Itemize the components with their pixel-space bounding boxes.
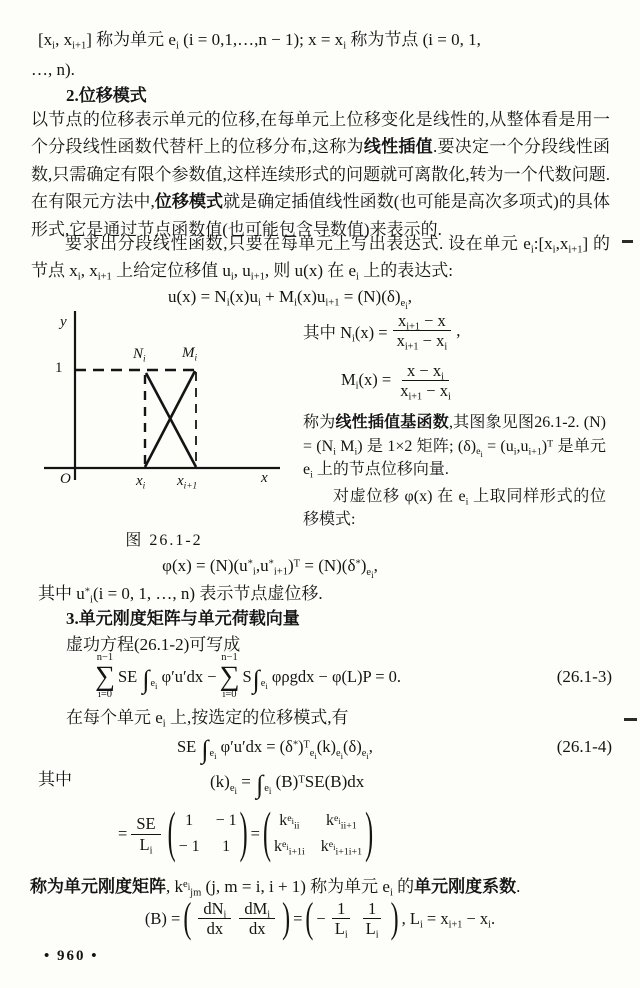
intro-line-2: …, n). xyxy=(31,60,75,79)
formula-u: $u(x) = N_i(x)u_i + M_i(x)u_{i+1} = (N)(\delta)_{e_i}$, xyxy=(168,287,412,311)
expression-paragraph: 要求出分段线性函数,只要在每单元上写出表达式. 设在单元 $e_i:[x_i,x_{i+1}]$ 的节点 $x_i$, $x_{i+1}$ 上给定位移值 $u_i$, $u_{i+1}$, 则 u(x) 在 $e_i$ 上的表达式: xyxy=(31,234,610,283)
matrix-entry: $k^{e_i}_{i+1i+1}$ xyxy=(320,838,363,858)
sum-lower-limit: i=0 xyxy=(222,689,237,701)
matrix-entry: 1 xyxy=(222,838,231,855)
summation-symbol xyxy=(95,653,115,701)
each-element-line: 在每个单元 $e_i$ 上,按选定的位移模式,有 xyxy=(66,708,349,730)
numeric-matrix xyxy=(179,812,237,856)
matrix-entry: 1 xyxy=(185,812,194,829)
bold-term-basis-function: 线性插值基函数 xyxy=(335,414,449,432)
section-2-heading: 2.位移模式 xyxy=(66,86,147,105)
stiffness-coefficient-line xyxy=(30,873,610,900)
numerator: $x_{i+1} - x$ xyxy=(393,312,451,331)
equation-number: (26.1-4) xyxy=(556,737,612,756)
formula-text: , xyxy=(456,320,461,340)
equation-number: (26.1-3) xyxy=(556,667,612,686)
formula-text: SE $\int_{e_i}$ $\varphi'u'dx = (\delta^*)^T_{e_i}(k)_{e_i}(\delta)_{e_i}$, xyxy=(177,734,373,764)
margin-mark xyxy=(622,240,633,243)
numerator: $x - x_i$ xyxy=(402,362,449,381)
numerator: 1 xyxy=(332,900,350,919)
matrix-entry: $k^{e_i}_{i+1i}$ xyxy=(273,838,305,858)
sigma-icon: ∑ xyxy=(95,660,115,692)
paragraph-text: .要决定一个分段线性函数,只需确定有限个参数值,这样连续形式的问题就可离散化,转为一个代数问题. 在有限元方法中, xyxy=(31,137,611,212)
denominator: dx xyxy=(206,919,224,939)
origin-label: O xyxy=(60,471,71,487)
basis-function-figure xyxy=(28,308,300,523)
right-column xyxy=(303,312,606,532)
matrix-entry: − 1 xyxy=(215,812,237,829)
denominator: $x_{i+1} - x_i$ xyxy=(396,331,448,353)
denominator: $x_{i+1} - x_i$ xyxy=(400,380,451,403)
fraction xyxy=(239,900,275,938)
stiffness-matrix-formula xyxy=(118,803,376,865)
bold-term-stiffness-matrix: 称为单元刚度矩阵 xyxy=(30,877,166,896)
formula-B xyxy=(60,896,580,942)
fraction xyxy=(198,900,231,938)
minus-sign: − xyxy=(316,908,326,928)
ni-curve-label: $N_i$ xyxy=(133,346,146,365)
formula-26-1-3 xyxy=(92,652,612,702)
sum-upper-limit: n−1 xyxy=(221,652,238,664)
numerator: 1 xyxy=(363,900,381,919)
section-3-heading: 3.单元刚度矩阵与单元荷载向量 xyxy=(66,609,300,628)
virtual-displacement-text: 对虚位移 φ(x) 在 $e_i$ 上取同样形式的位移模式: xyxy=(303,488,606,529)
wherein-label: 其中 xyxy=(38,770,72,789)
text-run: , $k^{e_i}_{jm}$ (j, m = i, i + 1) 称为单元 $e_i$ 的 xyxy=(166,877,415,899)
margin-mark xyxy=(624,718,637,721)
page-number: • 960 • xyxy=(44,948,99,964)
matrix-entry: $k^{e_i}_{ii}$ xyxy=(279,812,300,832)
bold-term-stiffness-coefficient: 单元刚度系数 xyxy=(414,877,517,896)
sum-lower-limit: i=0 xyxy=(97,689,113,701)
virtual-work-line: 虚功方程(26.1-2)可写成 xyxy=(66,635,241,654)
formula-26-1-4 xyxy=(92,734,612,764)
denominator: $L_i$ xyxy=(139,834,153,857)
xi-tick-label: $x_i$ xyxy=(136,473,146,492)
figure-axes-svg xyxy=(28,308,300,523)
numerator: $dM_i$ xyxy=(239,900,275,919)
formula-text: SE $\int_{e_i}$ φ′u′dx − xyxy=(117,664,217,694)
denominator: $L_i$ xyxy=(365,919,379,941)
unit-tick-label: 1 xyxy=(55,360,63,376)
text-run: . xyxy=(516,877,521,896)
text-run: ,其图象见图26.1-2. $(N) = (N_i$ $M_i$) 是 1×2 矩阵; $(\delta)_{e_i} = (u_i,u_{i+1})^T$ 是单元 $e_i$ 上的节点位移向量. xyxy=(303,414,606,481)
open-paren: ( xyxy=(262,803,271,865)
open-paren: ( xyxy=(167,803,176,865)
bold-term-displacement-mode: 位移模式 xyxy=(154,192,224,212)
sum-upper-limit: n−1 xyxy=(96,652,114,664)
formula-text: $S\int_{e_i}$ φρgdx − φ(L)P = 0. xyxy=(242,664,402,694)
mi-curve-label: $M_i$ xyxy=(182,345,198,364)
formula-text: $M_i(x)$ = xyxy=(341,370,392,393)
stiffness-integral-formula: $(k)_{e_i} = \int_{e_i}$ $(B)^TSE(B)dx$ xyxy=(210,769,365,799)
close-paren: ) xyxy=(239,803,248,865)
formula-phi: $\varphi(x) = (N)(u^*_i,u^*_{i+1})^T = (N)(\delta^*)_{e_i}$, xyxy=(162,556,378,580)
bold-term-linear-interpolation: 线性插值 xyxy=(363,137,433,157)
sigma-icon: ∑ xyxy=(219,660,240,692)
ni-definition-formula xyxy=(303,311,606,353)
mi-definition-formula xyxy=(341,360,606,403)
summation-symbol xyxy=(220,653,240,701)
matrix-entry: $k^{e_i}_{ii+1}$ xyxy=(326,812,357,832)
y-axis-label: y xyxy=(60,314,67,330)
formula-text: (B) = xyxy=(144,908,181,928)
close-paren: ) xyxy=(365,803,374,865)
open-paren: ( xyxy=(305,896,314,942)
paragraph-text: 就是确定插值线性函数(也可能是高次多项式)的具体形式,它是通过节点函数值(也可能包含导数值)来表示的. xyxy=(31,192,611,239)
denominator: $L_i$ xyxy=(334,919,348,941)
fraction xyxy=(361,899,384,941)
coefficient-matrix xyxy=(274,812,362,856)
formula-text: 其中 $N_i(x)$ = xyxy=(303,322,388,345)
text-run: 称为 xyxy=(303,414,336,432)
formula-text: , $L_i = x_{i+1} - x_i$. xyxy=(401,908,496,931)
x-axis-label: x xyxy=(261,470,268,486)
open-paren: ( xyxy=(183,896,192,942)
matrix-entry: − 1 xyxy=(178,838,200,855)
equals-sign: = xyxy=(293,908,303,928)
figure-caption: 图 26.1-2 xyxy=(125,532,203,549)
xi1-tick-label: $x_{i+1}$ xyxy=(177,473,198,492)
equals-sign: = xyxy=(250,824,260,843)
fraction xyxy=(395,360,456,403)
intro-line-1: [$x_i$, $x_{i+1}$] 称为单元 $e_i$ (i = 0,1,…,n − 1); $x = x_i$ 称为节点 (i = 0, 1, xyxy=(38,30,481,52)
fraction xyxy=(392,311,453,353)
close-paren: ) xyxy=(282,896,291,942)
paragraph-text: 以节点的位移表示单元的位移,在每单元上位移变化是线性的,从整体看是用一个分段线性函数代替杆上的位移分布,这称为 xyxy=(31,110,610,157)
equals-sign: = xyxy=(118,824,128,843)
numerator: $dN_i$ xyxy=(198,900,231,919)
numerator: SE xyxy=(131,815,160,834)
fraction xyxy=(131,814,160,857)
phi-note-line: 其中 $u^*_i(i = 0$, 1, …, n) 表示节点虚位移. xyxy=(38,584,323,606)
fraction xyxy=(330,899,353,941)
denominator: dx xyxy=(248,919,266,939)
section-2-paragraph xyxy=(31,106,610,243)
close-paren: ) xyxy=(390,896,399,942)
basis-function-text xyxy=(303,411,606,481)
